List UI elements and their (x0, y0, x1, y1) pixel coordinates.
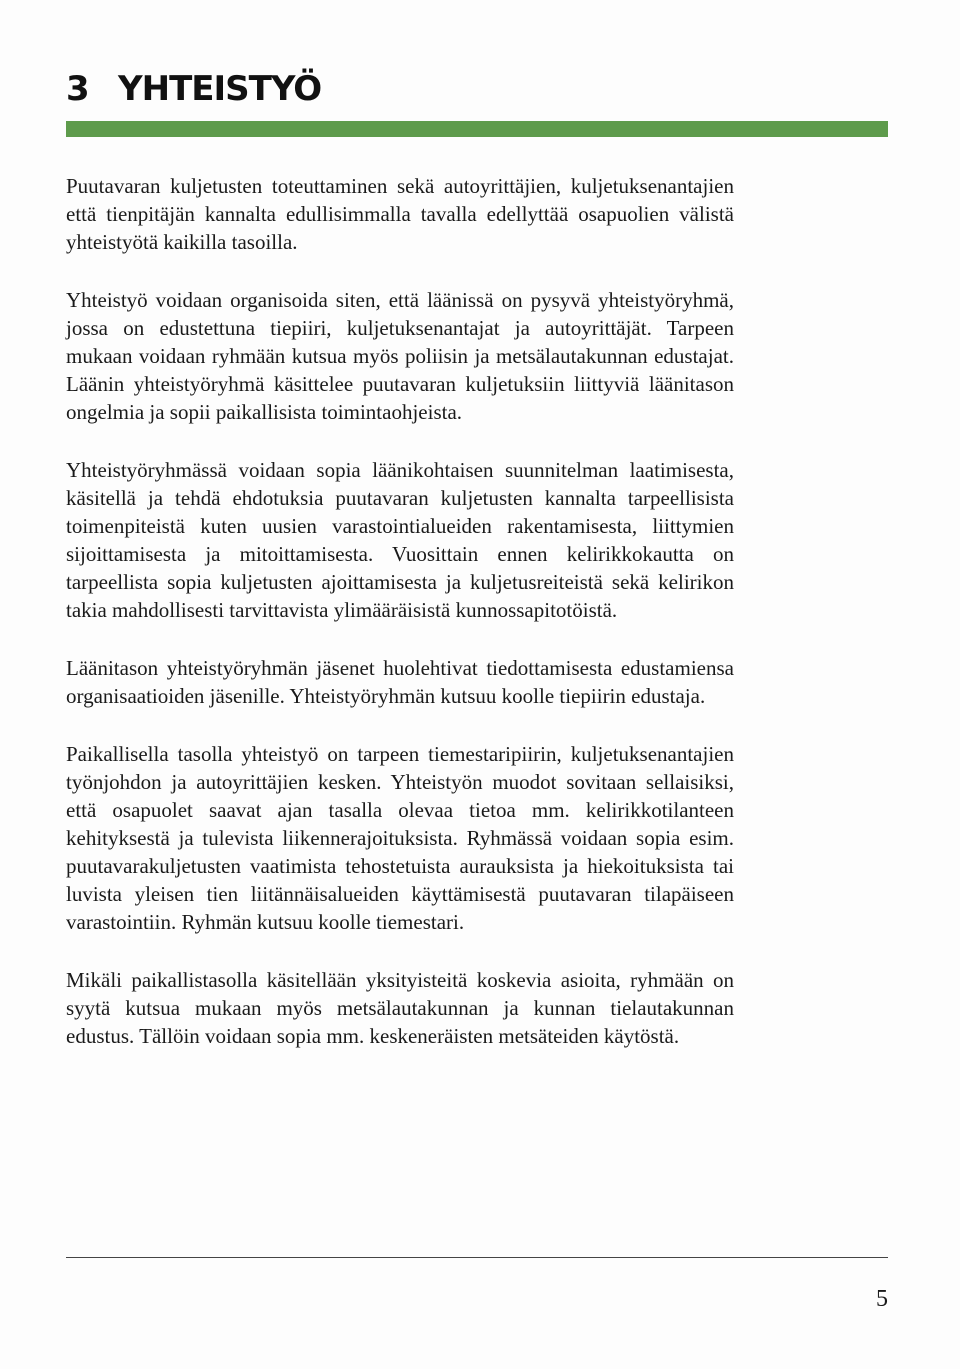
footer-divider (66, 1257, 888, 1258)
section-title: YHTEISTYÖ (118, 69, 322, 109)
section-number: 3 (66, 69, 89, 109)
paragraph: Puutavaran kuljetusten toteuttaminen sekä autoyrittäjien, kuljetuksenantajien että tienpitäjän kannalta edullisimmalla tavalla edellyttää osapuolien välistä yhteistyötä kaikilla tasoilla. (66, 174, 734, 254)
paragraph: Yhteistyö voidaan organisoida siten, että läänissä on pysyvä yhteistyöryhmä, jossa on edustettuna tiepiiri, kuljetuksenantajat ja autoyrittäjät. Tarpeen mukaan voidaan ryhmään kutsua myös poliisin ja metsälautakunnan edustajat. Läänin yhteistyöryhmä käsittelee puutavaran kuljetuksiin liittyviä läänitason ongelmia ja sopii paikallisista toimintaohjeista. (66, 288, 734, 424)
paragraph: Läänitason yhteistyöryhmän jäsenet huolehtivat tiedottamisesta edustamiensa organisaatioiden jäsenille. Yhteistyöryhmän kutsuu koolle tiepiirin edustaja. (66, 656, 734, 708)
body-text (66, 172, 734, 1080)
paragraph: Yhteistyöryhmässä voidaan sopia läänikohtaisen suunnitelman laatimisesta, käsitellä ja tehdä ehdotuksia puutavaran kuljetusten kannalta tarpeellisista toimenpiteistä kuten uusien varastointialueiden rakentamisesta, liittymien sijoittamisesta ja mitoittamisesta. Vuosittain ennen kelirikkokautta on tarpeellista sopia kuljetusten ajoittamisesta ja kuljetusreiteistä sekä kelirikon takia mahdollisesti tarvittavista ylimääräisistä kunnossapitotöistä. (66, 458, 734, 622)
heading-accent-bar (66, 121, 888, 137)
section-heading (66, 64, 321, 114)
paragraph: Mikäli paikallistasolla käsitellään yksityisteitä koskevia asioita, ryhmään on syytä kutsua mukaan myös metsälautakunnan ja kunnan tielautakunnan edustus. Tällöin voidaan sopia mm. keskeneräisten metsäteiden käytöstä. (66, 968, 734, 1048)
paragraph: Paikallisella tasolla yhteistyö on tarpeen tiemestaripiirin, kuljetuksenantajien työnjohdon ja autoyrittäjien kesken. Yhteistyön muodot sovitaan sellaisiksi, että osapuolet saavat ajan tasalla olevaa tietoa mm. kelirikkotilanteen kehityksestä ja tulevista liikennerajoituksista. Ryhmässä voidaan sopia esim. puutavarakuljetusten vaatimista tehostetuista aurauksista ja hiekoituksista tai luvista yleisen tien liitännäisalueiden käyttämisestä puutavaran tilapäiseen varastointiin. Ryhmän kutsuu koolle tiemestari. (66, 742, 734, 934)
page-number: 5 (876, 1286, 888, 1312)
